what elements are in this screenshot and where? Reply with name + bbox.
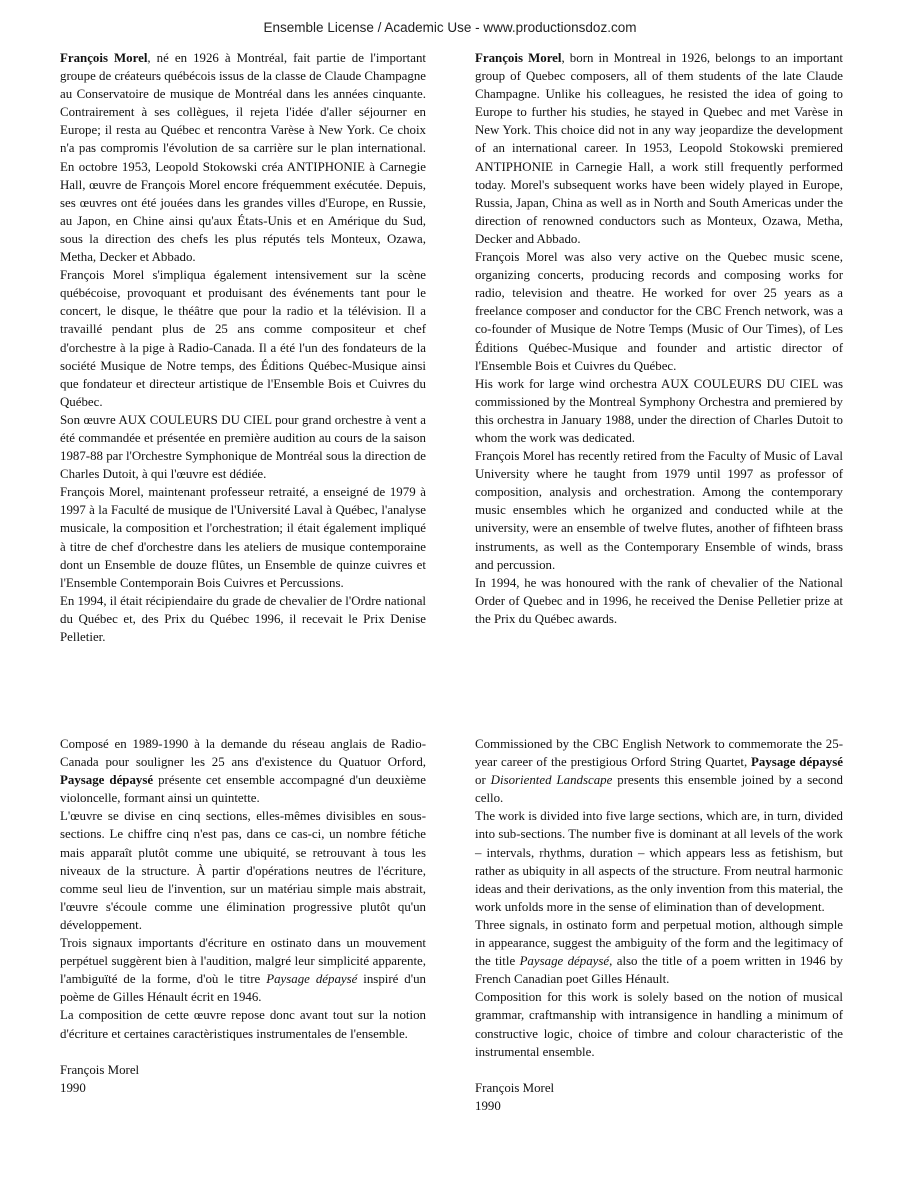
bio-en-paragraph-5: In 1994, he was honoured with the rank of chevalier of the National Order of Quebec and in 1996, he received the Denise Pelletier prize at the Prix du Québec awards. [475,575,843,626]
bio-fr-paragraph-3: Son œuvre AUX COULEURS DU CIEL pour grand orchestre à vent a été commandée et présentée en première audition au cours de la saison 1987-88 par l'Orchestre Symphonique de Montréal sous la direction de Charles Dutoit, à qui l'œuvre est dédiée. [60,412,426,482]
bio-en-paragraph-4: François Morel has recently retired from the Faculty of Music of Laval University where he taught from 1979 until 1997 as professor of composition, analysis and orchestration. Among the contemporary music ensembles which he organized and conducted while at the university, were an ensemble of twelve flutes, another of fifhteen brass instruments, as well as the Contemporary Ensemble of winds, brass and percussion. [475,449,843,572]
composer-name: François Morel [475,51,562,65]
bio-en-paragraph-1: François Morel, born in Montreal in 1926, belongs to an important group of Quebec composers, all of them students of the late Claude Champagne. Unlike his colleagues, he resisted the idea of going to Europe to further his studies, he stayed in Quebec and met Varèse in New York. This choice did not in any way jeopardize the development of an international career. In 1953, Leopold Stokowski premiered ANTIPHONIE in Carnegie Hall, a work still frequently performed today. Morel's subsequent works have been widely played in Europe, Russia, Japan, China as well as in North and South Americas under the direction of renowned conductors such as Monteux, Ozawa, Metha, Decker and Abbado. [475,51,843,246]
signature [475,1079,843,1115]
work-title: Paysage dépaysé [266,972,358,987]
bio-fr-paragraph-2: François Morel s'impliqua également intensivement sur la scène québécoise, provoquant et produisant des événements tant pour le concert, le disque, le théâtre que pour la radio et la télévision. Il a travaillé pendant plus de 25 ans comme compositeur et chef d'orchestre à la pige à Radio-Canada. Il a été l'un des fondateurs de la société Musique de Notre temps, des Éditions Québec-Musique ainsi que fondateur et directeur artistique de l'Ensemble Bois et Cuivres du Québec. [60,268,426,409]
bio-en-paragraph-3: His work for large wind orchestra AUX COULEURS DU CIEL was commissioned by the Montreal Symphony Orchestra and premiered by this orchestra in January 1988, under the direction of Charles Dutoit to whom the work was dedicated. [475,376,843,445]
work-title: Paysage dépaysé [751,755,843,770]
note-en-paragraph-4: Composition for this work is solely based on the notion of musical grammar, craftmanship with intransigence in handling a minimum of constructive logic, choice of timbre and colour characteristic of the instrumental ensemble. [475,990,843,1059]
work-title: Paysage dépaysé [60,773,154,788]
license-header: Ensemble License / Academic Use - www.productionsdoz.com [263,20,637,35]
signature-year: 1990 [475,1098,501,1113]
biography-french [60,49,426,646]
bio-en-paragraph-2: François Morel was also very active on the Quebec music scene, organizing concerts, producing records and composing works for radio, television and theatre. He worked for over 25 years as a freelance composer and conductor for the CBC French network, was a co-founder of Musique de Notre Temps (Music of Our Times), of Les Éditions Québec-Musique and founder and artistic director of l'Ensemble Bois et Cuivres du Québec. [475,250,843,373]
note-en-paragraph-2: The work is divided into five large sections, which are, in turn, divided into sub-sections. The number five is dominant at all levels of the work – intervals, rhythms, duration – which appears less as fetishism, but rather as ubiquity in all aspects of the structure. From neutral harmonic ideas and their derivations, as the only invention from this material, the work unfolds more in the sense of elimination than of development. [475,809,843,914]
note-en-paragraph-3: Three signals, in ostinato form and perpetual motion, although simple in appearance, suggest the ambiguity of the form and the legitimacy of the title Paysage dépaysé, also the title of a poem written in 1946 by French Canadian poet Gilles Hénault. [475,917,843,987]
signature [60,1061,426,1097]
note-en-paragraph-1: Commissioned by the CBC English Network to commemorate the 25-year career of the prestigious Orford String Quartet, Paysage dépaysé or Disoriented Landscape presents this ensemble joined by a second cello. [475,737,843,806]
bio-fr-paragraph-5: En 1994, il était récipiendaire du grade de chevalier de l'Ordre national du Québec et, des Prix du Québec 1996, il recevait le Prix Denise Pelletier. [60,593,426,644]
biography-english [475,49,843,628]
note-fr-paragraph-4: La composition de cette œuvre repose donc avant tout sur la notion d'écriture et certaines caractèristiques instrumentales de l'ensemble. [60,1008,426,1041]
work-title-english: Disoriented Landscape [490,773,613,788]
signature-year: 1990 [60,1080,86,1095]
bio-fr-paragraph-1: François Morel, né en 1926 à Montréal, fait partie de l'important groupe de créateurs québécois issus de la classe de Claude Champagne au Conservatoire de musique de Montréal dans les années cinquante. Contrairement à ses collègues, il rejeta l'idée d'aller séjourner en Europe; il resta au Québec et rencontra Varèse à New York. Ce choix n'a pas compromis l'évolution de sa carrière sur le plan international. En octobre 1953, Leopold Stokowski créa ANTIPHONIE à Carnegie Hall, œuvre de François Morel encore fréquemment exécutée. Depuis, ses œuvres ont été jouées dans les grandes villes d'Europe, en Russie, au Japon, en Chine ainsi qu'aux États-Unis et en Amérique du Sud, sous la direction des chefs les plus réputés tels Monteux, Ozawa, Metha, Decker et Abbado. [60,51,426,265]
note-fr-paragraph-1: Composé en 1989-1990 à la demande du réseau anglais de Radio-Canada pour souligner les 25 ans d'existence du Quatuor Orford, Paysage dépaysé présente cet ensemble accompagné d'un deuxième violoncelle, formant ainsi un quintette. [60,737,426,806]
note-fr-paragraph-3: Trois signaux importants d'écriture en ostinato dans un mouvement perpétuel suggèrent bien à l'audition, malgré leur simplicité apparente, l'ambiguïté de la forme, d'où le titre Paysage dépaysé inspiré d'un poème de Gilles Hénault écrit en 1946. [60,936,426,1005]
composer-name: François Morel [60,51,148,65]
program-note-english [475,735,843,1115]
work-title: Paysage dépaysé [519,954,610,969]
note-fr-paragraph-2: L'œuvre se divise en cinq sections, elles-mêmes divisibles en sous-sections. Le chiffre cinq n'est pas, dans ce cas-ci, un nombre fétiche mais apparaît plutôt comme une ubiquité, se retrouvant à tous les niveaux de la structure. À partir d'opérations neutres de l'écriture, comme seul lieu de l'invention, sur un matériau simple mais abstrait, l'œuvre s'écoule comme une élimination progressive plutôt qu'un développement. [60,809,426,932]
bio-fr-paragraph-4: François Morel, maintenant professeur retraité, a enseigné de 1979 à 1997 à la Faculté de musique de l'Université Laval à Québec, l'analyse musicale, la composition et l'orchestration; il était également impliqué à titre de chef d'orchestre dans les ateliers de musique contemporaine dont un Ensemble de douze flûtes, un Ensemble de quinze cuivres et l'Ensemble Contemporain Bois Cuivres et Percussions. [60,485,426,590]
signature-name: François Morel [60,1062,140,1077]
program-note-french [60,735,426,1097]
signature-name: François Morel [475,1080,555,1095]
